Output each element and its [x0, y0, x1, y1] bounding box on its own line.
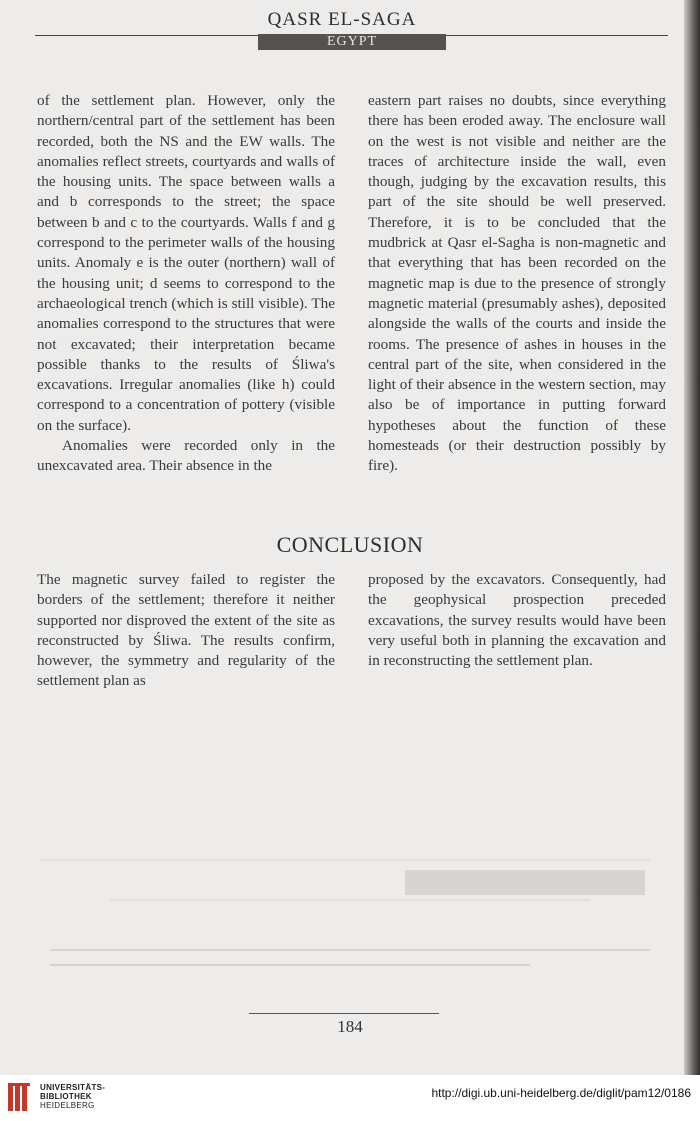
- library-line-2: BIBLIOTHEK: [40, 1092, 92, 1101]
- source-url[interactable]: http://digi.ub.uni-heidelberg.de/diglit/pam12/0186: [431, 1086, 691, 1100]
- left-paragraph-2: Anomalies were recorded only in the unexcavated area. Their absence in the: [37, 437, 335, 475]
- running-title: QASR EL-SAGA: [267, 9, 417, 30]
- left-column-conclusion: [37, 570, 335, 692]
- left-paragraph-1: of the settlement plan. However, only the northern/central part of the settlement has been recorded, both the NS and the EW walls. The anomalies reflect streets, courtyards and walls of the housing units. The space between walls a and b corresponds to the street; the space between b and c to the courtyards. Walls f and g correspond to the perimeter walls of the housing units. Anomaly e is the outer (northern) wall of the housing unit; d seems to correspond to the archaeological trench (which is still visible). The anomalies correspond to the structures that were not excavated; their interpretation became possible thanks to the results of Śliwa's excavations. Irregular anomalies (like h) could correspond to a concentration of pottery (visible on the surface).: [37, 92, 335, 434]
- left-column-top: [37, 91, 335, 477]
- page-edge-shadow: [684, 0, 700, 1075]
- section-heading: CONCLUSION: [276, 532, 424, 557]
- right-column-top: [368, 91, 666, 477]
- library-name: [40, 1083, 105, 1110]
- footer-rule: [249, 1013, 439, 1014]
- right-column-conclusion: [368, 570, 666, 671]
- library-line-1: UNIVERSITÄTS-: [40, 1083, 106, 1092]
- section-label: EGYPT: [258, 34, 446, 50]
- bleed-through-figure: [30, 840, 670, 990]
- library-line-3: HEIDELBERG: [40, 1101, 95, 1110]
- library-logo-icon: [6, 1081, 40, 1115]
- page-number: 184: [337, 1017, 363, 1036]
- right-paragraph-1: eastern part raises no doubts, since everything there has been eroded away. The enclosure wall on the west is not visible and neither are the traces of architecture inside the wall, even though, judging by the excavation results, this part of the site should be well preserved. Therefore, it is to be concluded that the mudbrick at Qasr el-Sagha is non-magnetic and that everything that has been recorded on the magnetic map is due to the presence of strongly magnetic material (presumably ashes), deposited alongside the walls of the courts and inside the rooms. The presence of ashes in houses in the central part of the site, when considered in the light of their absence in the western section, may also be of importance in putting forward hypotheses about the function of these homesteads (or their destruction possibly by fire).: [368, 92, 666, 475]
- conclusion-right-paragraph: proposed by the excavators. Consequently, had the geophysical prospection preceded excavations, the survey results would have been very useful both in planning the excavation and in reconstructing the settlement plan.: [368, 571, 666, 670]
- conclusion-left-paragraph: The magnetic survey failed to register the borders of the settlement; therefore it neither supported nor disproved the extent of the site as reconstructed by Śliwa. The results confirm, however, the symmetry and regularity of the settlement plan as: [37, 571, 335, 690]
